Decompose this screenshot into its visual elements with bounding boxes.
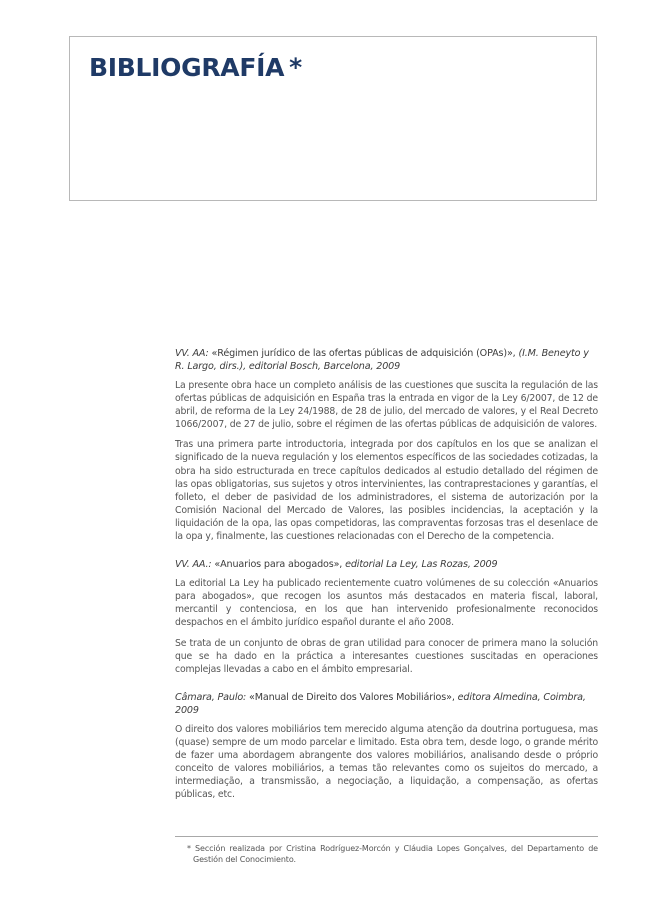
entry-paragraph: Tras una primera parte introductoria, integrada por dos capítulos en los que se analizan el significado de la nueva regulación y los elementos específicos de las sociedades cotizadas, la obra ha sido estructurada en trece capítulos dedicados al estudio detallado del régimen de las opas obligatorias, sus sujetos y otros intervinientes, las contraprestaciones y garantías, el folleto, el deber de pasividad de los administradores, el sistema de autorización por la Comisión Nacional del Mercado de Valores, las posibles incidencias, la aceptación y la liquidación de la opa, las opas competidoras, las compraventas forzosas tras el desenlace de la opa y, finalmente, las cuestiones relacionadas con el Derecho de la competencia. bbox=[175, 439, 598, 543]
footnote-text: * Sección realizada por Cristina Rodríguez-Morcón y Cláudia Lopes Gonçalves, del Departamento de Gestión del Conocimiento. bbox=[187, 844, 598, 864]
entry-author: VV. AA: bbox=[175, 348, 209, 359]
entry-heading bbox=[175, 691, 598, 717]
title-footnote-mark: * bbox=[289, 53, 302, 82]
page-title bbox=[89, 53, 302, 82]
entry-heading bbox=[175, 347, 598, 373]
entry-author: VV. AA.: bbox=[175, 559, 212, 571]
bibliography-list bbox=[175, 347, 598, 816]
footnote bbox=[175, 836, 598, 865]
entry-paragraph: La presente obra hace un completo análisis de las cuestiones que suscita la regulación de las ofertas públicas de adquisición en España tras la entrada en vigor de la Ley 6/2007, de 12 de abril, de reforma de la Ley 24/1988, de 28 de julio, del mercado de valores, y el Real Decreto 1066/2007, de 27 de julio, sobre el régimen de las ofertas públicas de adquisición de valores. bbox=[175, 380, 598, 431]
bibliography-entry-1 bbox=[175, 347, 598, 543]
entry-heading bbox=[175, 558, 598, 571]
entry-details: editorial La Ley, Las Rozas, 2009 bbox=[345, 559, 498, 571]
entry-work-title: «Anuarios para abogados», bbox=[214, 559, 343, 571]
page-title-text: BIBLIOGRAFÍA bbox=[89, 53, 285, 82]
header-box bbox=[69, 36, 597, 201]
entry-work-title: «Manual de Direito dos Valores Mobiliários», bbox=[249, 691, 455, 703]
entry-author: Câmara, Paulo: bbox=[175, 691, 247, 703]
entry-details: (I.M. Beneyto y R. Largo, dirs.), editorial Bosch, Barcelona, 2009 bbox=[175, 348, 589, 372]
entry-paragraph: La editorial La Ley ha publicado recientemente cuatro volúmenes de su colección «Anuarios para abogados», que recogen los asuntos más destacados en materia fiscal, laboral, mercantil y contenciosa, en los que han intervenido profesionalmente reconocidos despachos en el ámbito jurídico español durante el año 2008. bbox=[175, 578, 598, 629]
entry-paragraph: O direito dos valores mobiliários tem merecido alguma atenção da doutrina portuguesa, mas (quase) sempre de um modo parcelar e limitado. Esta obra tem, desde logo, o grande mérito de fazer uma abordagem abrangente dos valores mobiliários, analisando desde o próprio conceito de valores mobiliários, a temas tão relevantes como os sujeitos do mercado, a intermediação, a transmissão, a negociação, a liquidação, a compensação, as ofertas públicas, etc. bbox=[175, 723, 598, 801]
entry-details: editora Almedina, Coimbra, 2009 bbox=[175, 691, 586, 716]
entry-work-title: «Régimen jurídico de las ofertas públicas de adquisición (OPAs)», bbox=[211, 348, 516, 359]
entry-paragraph: Se trata de un conjunto de obras de gran utilidad para conocer de primera mano la solución que se ha dado en la práctica a interesantes cuestiones suscitadas en operaciones complejas llevadas a cabo en el ámbito empresarial. bbox=[175, 637, 598, 675]
bibliography-entry-2 bbox=[175, 558, 598, 676]
bibliography-entry-3 bbox=[175, 691, 598, 802]
